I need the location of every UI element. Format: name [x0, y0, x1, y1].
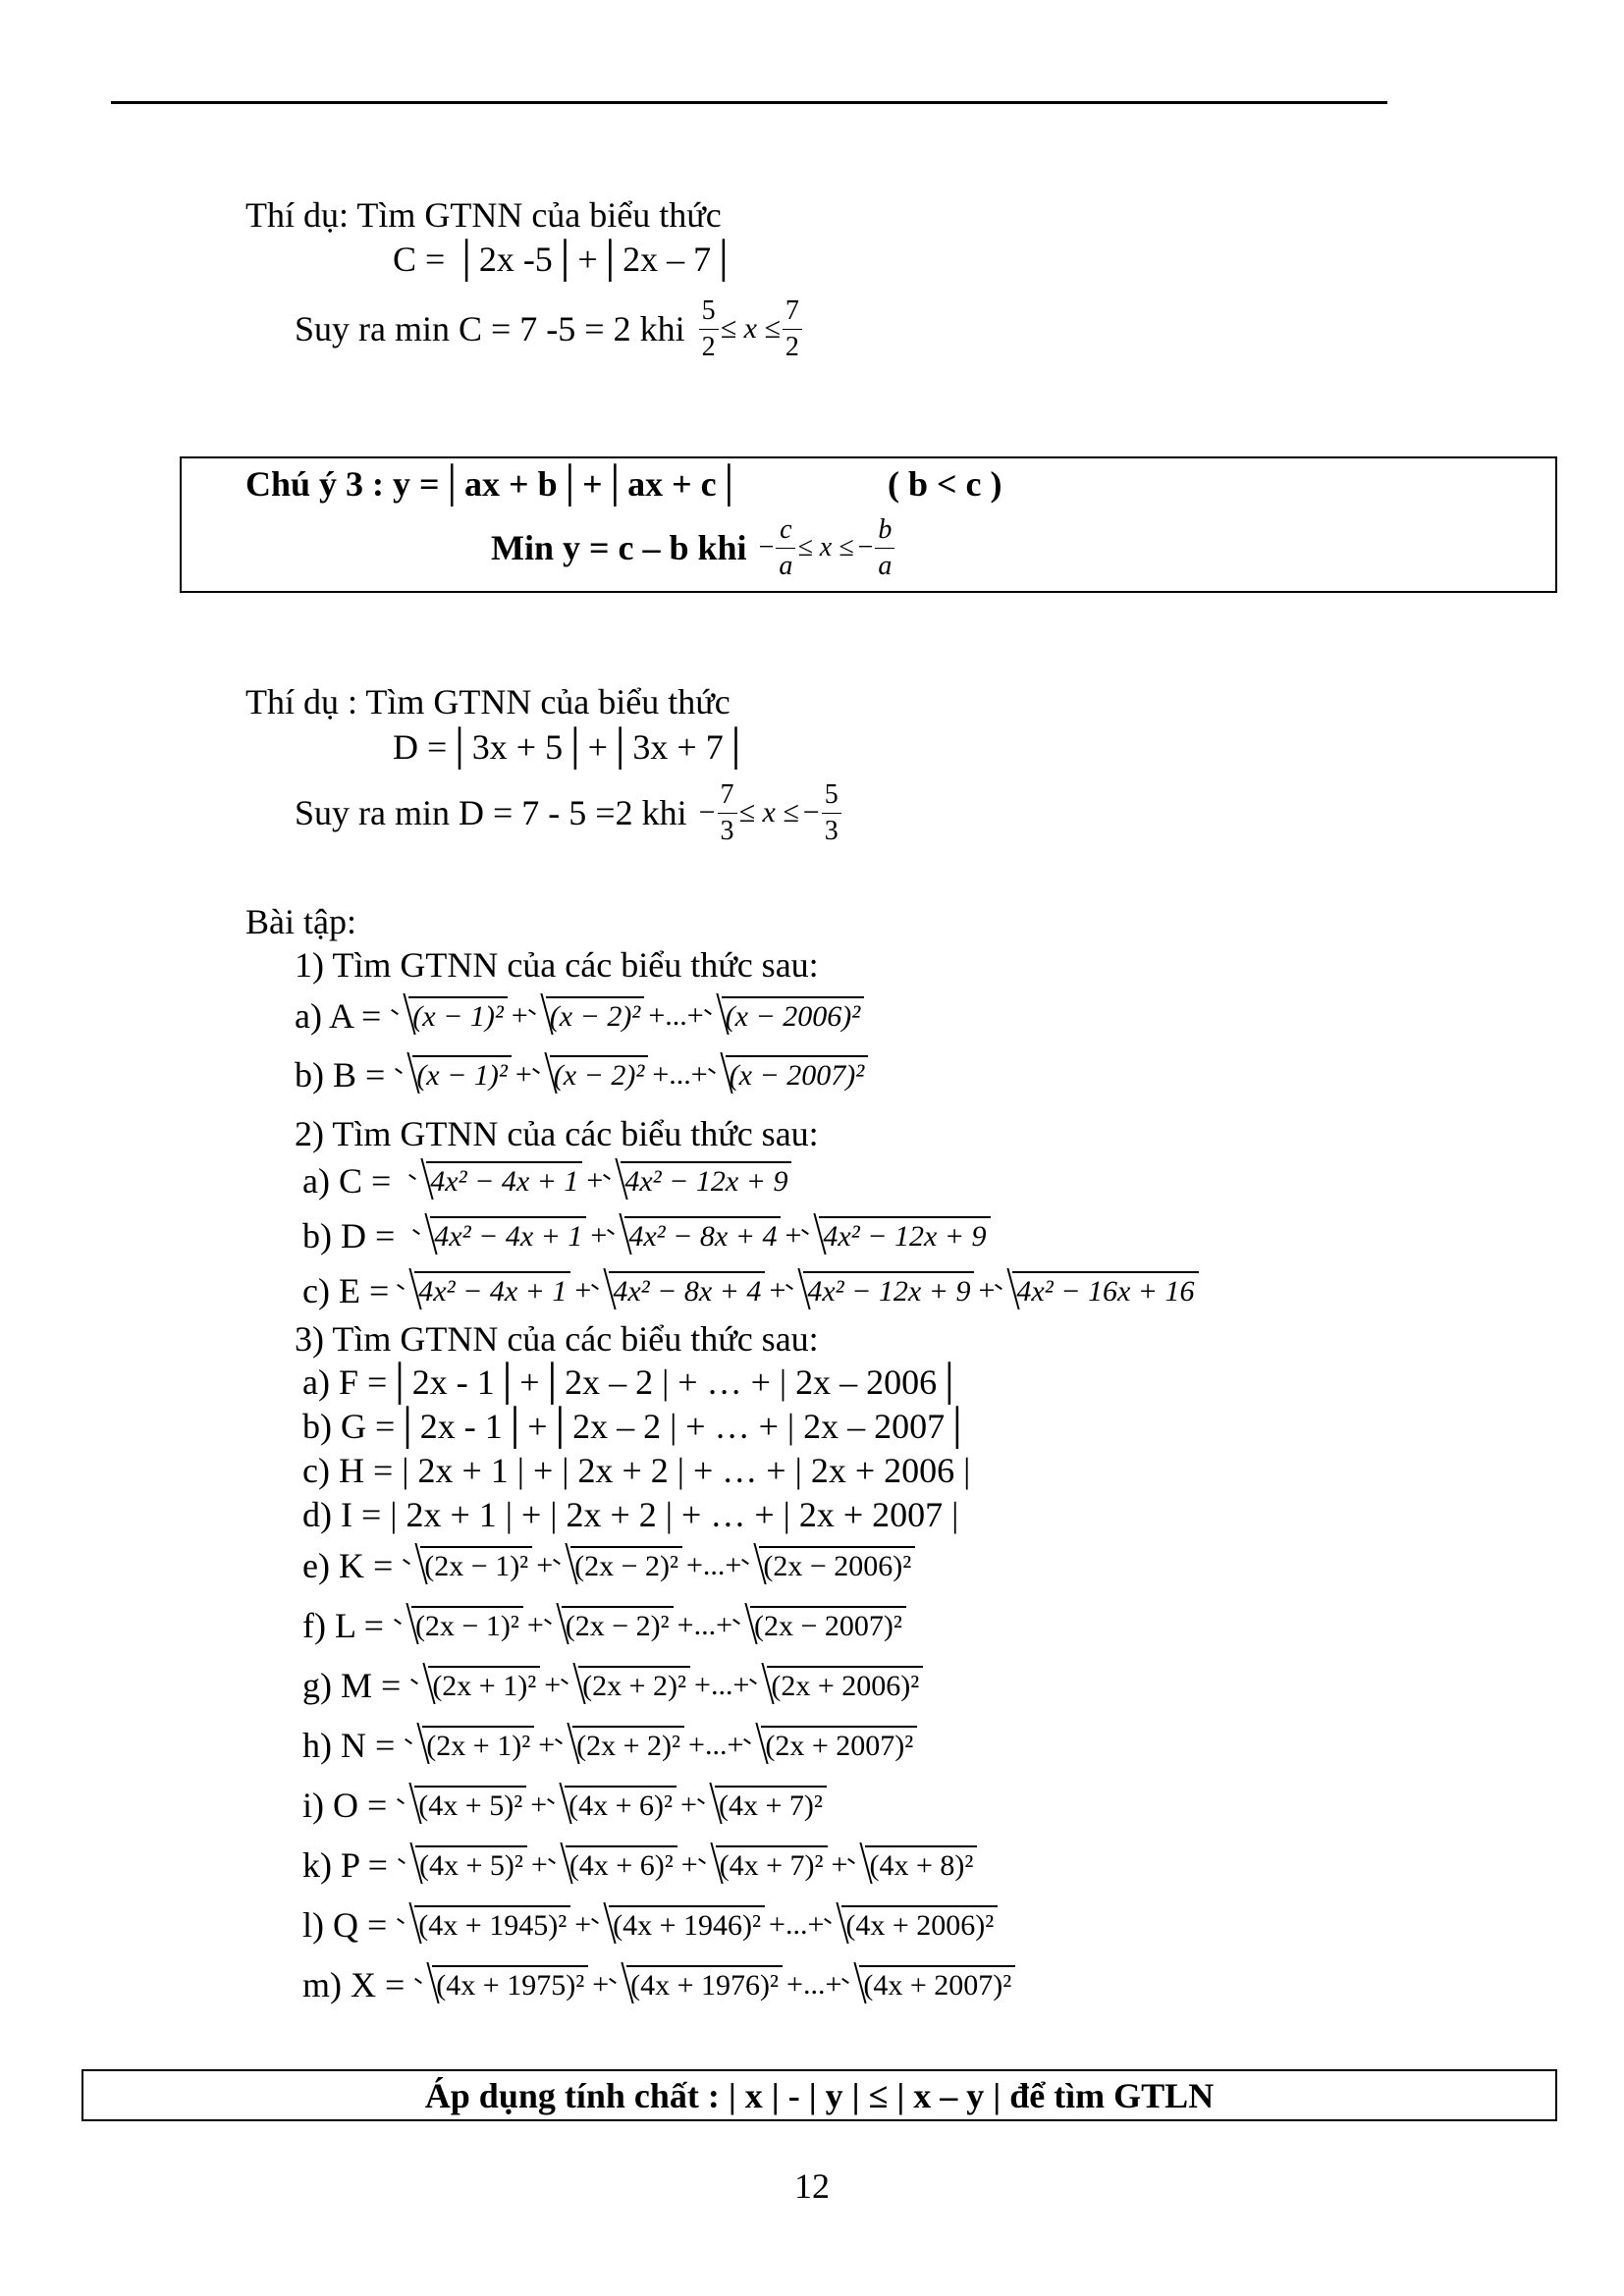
plus-sign: +	[526, 1608, 544, 1641]
inequality: ≤ x ≤	[738, 796, 799, 828]
radical	[397, 1268, 570, 1312]
radical	[532, 1052, 649, 1096]
question-3e	[302, 1543, 919, 1587]
radicand: (4x + 1945)²	[414, 1905, 570, 1942]
plus-sign: +	[511, 998, 528, 1032]
radical	[698, 1842, 828, 1887]
question-3a: a) F =│2x - 1│+│2x – 2 | + … + | 2x – 2006│	[302, 1362, 962, 1402]
fraction-denominator: 2	[699, 329, 719, 363]
radicand: (x − 2)²	[546, 996, 645, 1033]
radical	[408, 1158, 582, 1202]
fraction-7-3	[718, 779, 737, 847]
radical	[555, 1723, 684, 1767]
radicand: 4x² − 8x + 4	[624, 1216, 781, 1253]
header-rule	[111, 101, 1387, 104]
radicand: 4x² − 12x + 9	[621, 1161, 791, 1198]
example-1-result	[295, 285, 804, 373]
question-3f	[302, 1603, 910, 1647]
radical	[603, 1158, 791, 1202]
question-3h	[302, 1723, 921, 1767]
note-3-min-text: Min y = c – b khi	[491, 528, 747, 567]
minus-sign: −	[698, 796, 716, 828]
radicand: (4x + 2006)²	[841, 1905, 998, 1942]
plus-sign: +	[831, 1847, 848, 1881]
radicand: (2x + 2007)²	[761, 1726, 917, 1762]
radicand: (x − 2007)²	[726, 1055, 869, 1092]
radicand: (4x + 1946)²	[609, 1905, 765, 1942]
question-3g	[302, 1663, 927, 1707]
plus-sign: +	[769, 1273, 786, 1307]
minus-sign: −	[802, 796, 820, 828]
radicand: (4x + 5)²	[415, 1845, 527, 1882]
item-label: a) C =	[302, 1160, 392, 1201]
plus-sign: +	[592, 1967, 610, 2001]
radicand: 4x² − 12x + 9	[803, 1271, 974, 1308]
question-3l	[302, 1902, 1001, 1947]
plus-sign: +	[978, 1273, 996, 1307]
fraction-denominator: 3	[822, 813, 841, 847]
radicand: (4x + 7)²	[715, 1786, 827, 1822]
item-label: a) A =	[295, 995, 382, 1036]
ellipsis-sum: +...+	[677, 1608, 733, 1641]
radical	[697, 1783, 827, 1827]
fraction-denominator: 3	[718, 813, 737, 847]
example-2-result	[295, 769, 843, 857]
radicand: 4x² − 16x + 16	[1012, 1271, 1198, 1308]
note-3-line-1: Chú ý 3 : y =│ax + b│+│ax + c│	[245, 464, 742, 504]
question-3m	[302, 1962, 1019, 2006]
radical	[607, 1213, 781, 1257]
fraction-numerator: 7	[720, 778, 734, 810]
item-label: b) B =	[295, 1054, 386, 1095]
question-3b: b) G =│2x - 1│+│2x – 2 | + … + | 2x – 2007│	[302, 1407, 970, 1446]
example-2-intro: Thí dụ : Tìm GTNN của biểu thức	[245, 682, 731, 721]
radicand: (4x + 2007)²	[859, 1965, 1015, 2002]
radical	[591, 1902, 765, 1947]
item-label: g) M =	[302, 1665, 402, 1705]
plus-sign: +	[680, 1788, 697, 1821]
radical	[841, 1962, 1015, 2006]
radicand: (2x − 1)²	[420, 1546, 532, 1582]
radicand: (4x + 1975)²	[432, 1965, 588, 2002]
radical	[591, 1268, 765, 1312]
radical	[553, 1543, 682, 1587]
plus-sign: +	[574, 1907, 592, 1941]
radical	[412, 1213, 586, 1257]
item-label: b) D =	[302, 1215, 396, 1255]
ellipsis-sum: +...+	[688, 1728, 744, 1761]
radicand: (2x − 2)²	[570, 1546, 682, 1582]
radical	[704, 993, 865, 1038]
radical	[561, 1663, 690, 1707]
question-2c	[302, 1268, 1203, 1312]
ellipsis-sum: +...+	[686, 1548, 742, 1581]
plus-sign: +	[530, 1788, 548, 1821]
radicand: 4x² − 4x + 1	[414, 1271, 570, 1308]
question-3c: c) H = | 2x + 1 | + | 2x + 2 | + … + | 2x + 2006 |	[302, 1451, 971, 1490]
question-2: 2) Tìm GTNN của các biểu thức sau:	[295, 1114, 819, 1153]
radicand: (x − 2)²	[550, 1055, 649, 1092]
radical	[548, 1842, 677, 1887]
property-box	[81, 2069, 1557, 2121]
radical	[391, 993, 508, 1038]
fraction-numerator: c	[780, 513, 792, 545]
fraction-denominator: a	[776, 548, 795, 582]
radical	[785, 1268, 974, 1312]
page-number: 12	[794, 2166, 830, 2206]
fraction-5-2	[699, 295, 719, 363]
fraction-numerator: 5	[824, 778, 839, 810]
radical	[741, 1543, 915, 1587]
radicand: (2x + 2006)²	[767, 1666, 923, 1702]
question-1a	[295, 993, 868, 1038]
radical	[410, 1663, 540, 1707]
ellipsis-sum: +...+	[652, 1057, 708, 1091]
inequality: ≤ x ≤	[797, 532, 854, 562]
plus-sign: +	[785, 1218, 802, 1252]
fraction-c-a	[776, 514, 795, 582]
ellipsis-sum: +...+	[648, 998, 704, 1032]
radical	[394, 1603, 523, 1647]
radicand: (x − 1)²	[412, 1055, 512, 1092]
radicand: (2x + 2)²	[578, 1666, 690, 1702]
radical	[708, 1052, 869, 1096]
example-2-expression: D =│3x + 5│+│3x + 7│	[393, 727, 749, 767]
fraction-numerator: 5	[701, 294, 716, 326]
fraction-b-a	[875, 514, 894, 582]
plus-sign: +	[536, 1548, 554, 1581]
radicand: (4x + 1976)²	[626, 1965, 783, 2002]
radical	[609, 1962, 783, 2006]
radicand: 4x² − 8x + 4	[609, 1271, 765, 1308]
radicand: (2x − 2006)²	[759, 1546, 915, 1582]
plus-sign: +	[544, 1668, 562, 1701]
plus-sign: +	[538, 1728, 556, 1761]
plus-sign: +	[514, 1057, 532, 1091]
question-3: 3) Tìm GTNN của các biểu thức sau:	[295, 1319, 819, 1359]
radical	[403, 1543, 532, 1587]
radicand: (2x + 2)²	[572, 1726, 684, 1762]
radicand: 4x² − 4x + 1	[426, 1161, 582, 1198]
radicand: (4x + 5)²	[414, 1786, 526, 1822]
example-1-intro: Thí dụ: Tìm GTNN của biểu thức	[245, 195, 722, 235]
radicand: 4x² − 12x + 9	[819, 1216, 990, 1253]
radical	[414, 1962, 588, 2006]
question-2b	[302, 1213, 995, 1257]
radical	[824, 1902, 998, 1947]
radicand: (4x + 7)²	[716, 1845, 828, 1882]
item-label: c) E =	[302, 1270, 390, 1310]
radical	[547, 1783, 677, 1827]
note-3-line-2	[491, 504, 896, 592]
radical	[398, 1842, 527, 1887]
item-label: l) Q =	[302, 1904, 388, 1945]
radical	[405, 1723, 534, 1767]
inequality: ≤ x ≤	[720, 312, 781, 345]
radical	[749, 1663, 923, 1707]
radicand: 4x² − 4x + 1	[430, 1216, 586, 1253]
question-1b	[295, 1052, 872, 1096]
radicand: (2x + 1)²	[428, 1666, 540, 1702]
item-label: k) P =	[302, 1844, 388, 1885]
example-1-result-text: Suy ra min C = 7 -5 = 2 khi	[295, 309, 685, 348]
item-label: i) O =	[302, 1785, 388, 1825]
item-label: f) L =	[302, 1605, 384, 1645]
plus-sign: +	[586, 1163, 604, 1197]
property-heading: Áp dụng tính chất : | x | - | y | ≤ | x – y | để tìm GTLN	[424, 2075, 1215, 2115]
minus-sign: −	[857, 532, 874, 562]
plus-sign: +	[574, 1273, 592, 1307]
minus-sign: −	[758, 532, 775, 562]
radical	[395, 1052, 512, 1096]
radicand: (4x + 6)²	[565, 1786, 677, 1822]
ellipsis-sum: +...+	[769, 1907, 825, 1941]
radical	[397, 1783, 526, 1827]
fraction-numerator: b	[878, 513, 893, 545]
ellipsis-sum: +...+	[786, 1967, 842, 2001]
plus-sign: +	[680, 1847, 698, 1881]
radical	[743, 1723, 917, 1767]
question-3i	[302, 1783, 831, 1827]
radicand: (4x + 8)²	[865, 1845, 977, 1882]
radicand: (2x − 1)²	[411, 1606, 523, 1642]
item-label: e) K =	[302, 1545, 394, 1585]
radical	[397, 1902, 570, 1947]
radicand: (x − 1)²	[408, 996, 508, 1033]
question-3k	[302, 1842, 981, 1887]
exercises-heading: Bài tập:	[245, 902, 356, 941]
radical	[995, 1268, 1198, 1312]
fraction-denominator: a	[875, 548, 894, 582]
radicand: (4x + 6)²	[566, 1845, 677, 1882]
ellipsis-sum: +...+	[694, 1668, 750, 1701]
radical	[847, 1842, 977, 1887]
radicand: (x − 2006)²	[722, 996, 865, 1033]
item-label: h) N =	[302, 1725, 396, 1765]
radicand: (2x − 2007)²	[750, 1606, 906, 1642]
radical	[528, 993, 645, 1038]
example-1-expression: C = │2x -5│+│2x – 7│	[393, 240, 736, 279]
note-3-condition: ( b < c )	[888, 464, 1002, 504]
fraction-7-2	[783, 295, 802, 363]
example-2-result-text: Suy ra min D = 7 - 5 =2 khi	[295, 793, 687, 832]
item-label: m) X =	[302, 1964, 406, 2004]
plus-sign: +	[590, 1218, 608, 1252]
radical	[801, 1213, 990, 1257]
question-1: 1) Tìm GTNN của các biểu thức sau:	[295, 945, 819, 985]
plus-sign: +	[530, 1847, 548, 1881]
question-2a	[302, 1158, 795, 1202]
radical	[732, 1603, 906, 1647]
radical	[544, 1603, 674, 1647]
radicand: (2x − 2)²	[562, 1606, 674, 1642]
fraction-denominator: 2	[783, 329, 802, 363]
radicand: (2x + 1)²	[422, 1726, 534, 1762]
fraction-5-3	[822, 779, 841, 847]
fraction-numerator: 7	[785, 294, 799, 326]
question-3d: d) I = | 2x + 1 | + | 2x + 2 | + … + | 2x + 2007 |	[302, 1495, 959, 1534]
